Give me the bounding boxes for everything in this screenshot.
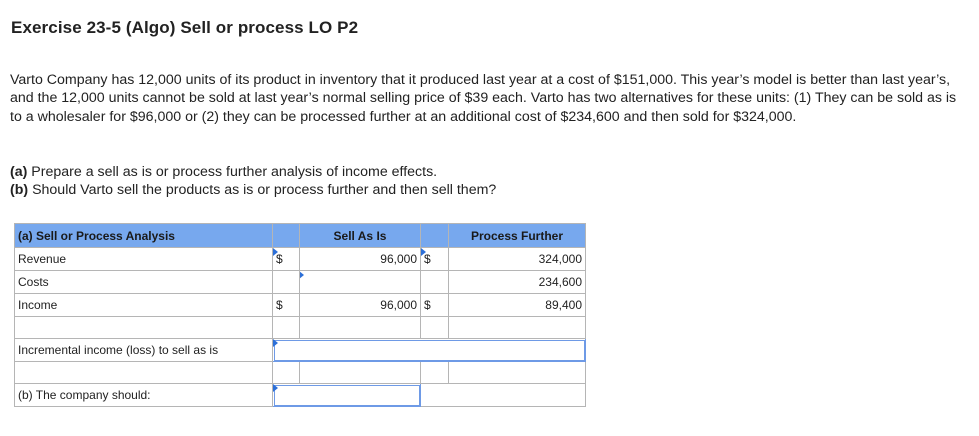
- revenue-sell-currency[interactable]: $: [273, 248, 300, 271]
- row-label-revenue: Revenue: [15, 248, 273, 271]
- table-header-row: [15, 224, 586, 248]
- table-spacer-row: [15, 317, 586, 339]
- input-flag-icon: [421, 248, 426, 256]
- table-header-spacer: [421, 224, 449, 248]
- col-process-further: Process Further: [449, 224, 586, 248]
- table-row-costs: [15, 271, 586, 294]
- table-header-spacer: [273, 224, 300, 248]
- table-spacer-row: [15, 362, 586, 384]
- row-label-costs: Costs: [15, 271, 273, 294]
- income-sell-currency: $: [273, 294, 300, 317]
- question-b-text: Should Varto sell the products as is or process further and then sell them?: [28, 182, 497, 198]
- input-flag-icon: [273, 248, 278, 256]
- input-flag-icon: [273, 339, 278, 347]
- income-process-value: 89,400: [449, 294, 586, 317]
- col-sell-as-is: Sell As Is: [300, 224, 421, 248]
- costs-process-value[interactable]: 234,600: [449, 271, 586, 294]
- company-should-spacer: [421, 384, 586, 407]
- revenue-process-currency[interactable]: $: [421, 248, 449, 271]
- exercise-title: Exercise 23-5 (Algo) Sell or process LO P2: [11, 18, 359, 37]
- table-row-company-should: [15, 384, 586, 407]
- revenue-sell-value[interactable]: 96,000: [300, 248, 421, 271]
- question-a: [10, 163, 437, 181]
- table-row-revenue: [15, 248, 586, 271]
- table-row-income: [15, 294, 586, 317]
- costs-sell-currency: [273, 271, 300, 294]
- revenue-process-value[interactable]: 324,000: [449, 248, 586, 271]
- question-b-prefix: (b): [10, 182, 29, 198]
- row-label-company-should: (b) The company should:: [15, 384, 273, 407]
- question-a-text: Prepare a sell as is or process further analysis of income effects.: [27, 164, 438, 180]
- table-row-incremental: [15, 339, 586, 362]
- row-label-income: Income: [15, 294, 273, 317]
- income-sell-value: 96,000: [300, 294, 421, 317]
- question-b: [10, 181, 496, 199]
- table-header-label: (a) Sell or Process Analysis: [15, 224, 273, 248]
- costs-sell-value[interactable]: [300, 271, 421, 294]
- costs-process-currency: [421, 271, 449, 294]
- incremental-income-input[interactable]: [273, 339, 586, 362]
- question-a-prefix: (a): [10, 164, 28, 180]
- input-flag-icon: [273, 384, 278, 392]
- income-process-currency: $: [421, 294, 449, 317]
- problem-text: Varto Company has 12,000 units of its product in inventory that it produced last year at a cost of $151,000. This year’s model is better than last year’s, and the 12,000 units cannot be sold at last year’s normal selling price of $39 each. Varto has two alternatives for these units: (1) They can be sold as is to a wholesaler for $96,000 or (2) they can be processed further at an additional cost of $234,600 and then sold for $324,000.: [10, 72, 957, 125]
- input-flag-icon: [300, 271, 305, 279]
- company-should-dropdown[interactable]: [273, 384, 421, 407]
- sell-or-process-table: [14, 223, 586, 407]
- row-label-incremental: Incremental income (loss) to sell as is: [15, 339, 273, 362]
